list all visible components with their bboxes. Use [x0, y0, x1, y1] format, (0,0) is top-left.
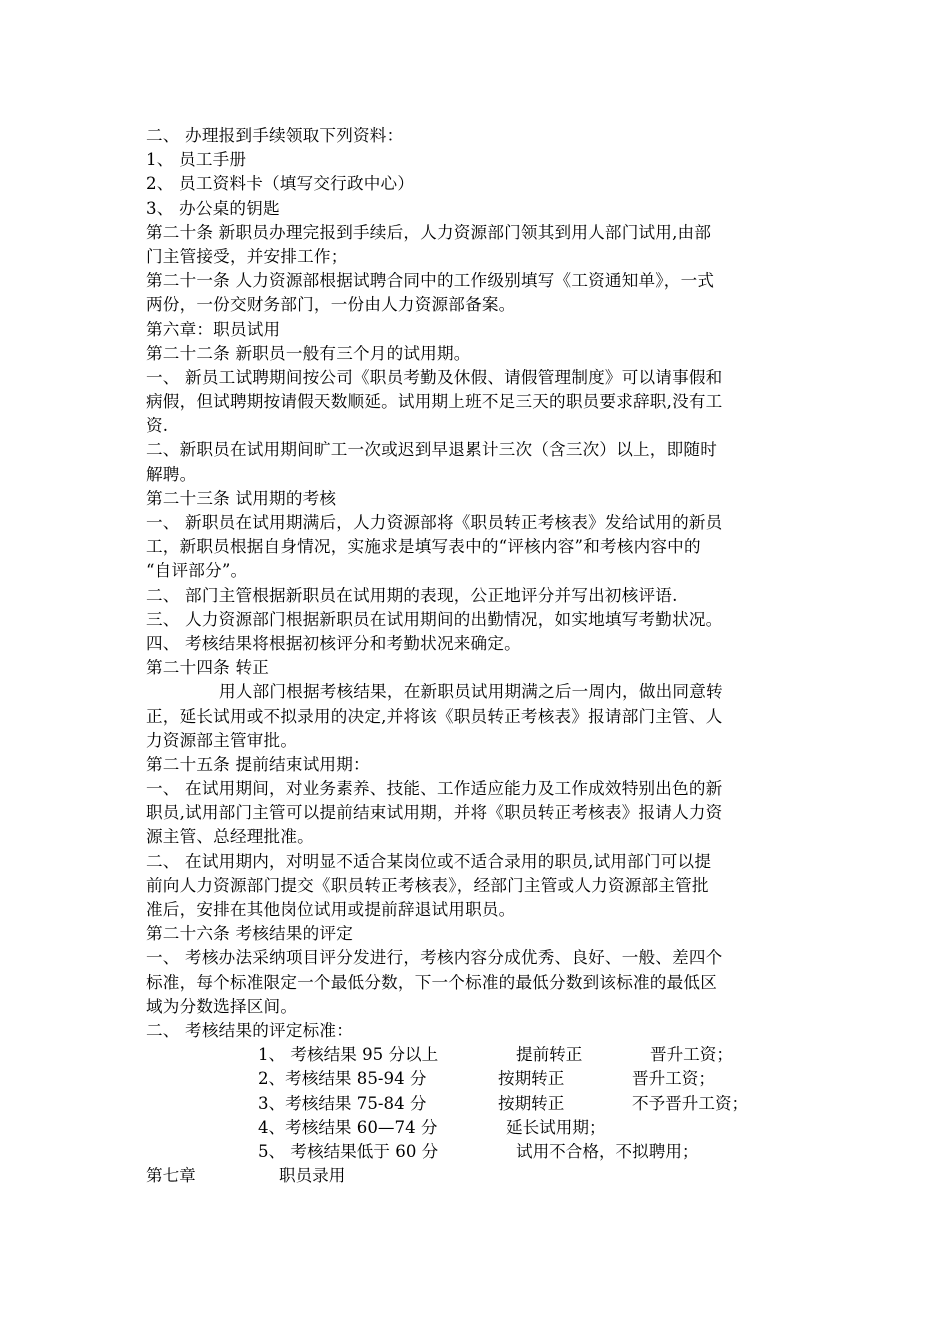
- text-line: 第二十一条 人力资源部根据试聘合同中的工作级别填写《工资通知单》，一式: [146, 271, 715, 291]
- text-line: 正，延长试用或不拟录用的决定,并将该《职员转正考核表》报请部门主管、人: [146, 706, 723, 726]
- text-line: 第二十二条 新职员一般有三个月的试用期。: [146, 343, 471, 363]
- grade-action: 按期转正: [498, 1069, 565, 1089]
- text-line: 二、新职员在试用期间旷工一次或迟到早退累计三次（含三次）以上，即随时: [146, 440, 717, 460]
- text-line: 病假，但试聘期按请假天数顺延。试用期上班不足三天的职员要求辞职,没有工: [146, 392, 723, 412]
- text-line: 两份，一份交财务部门，一份由人力资源部备案。: [146, 295, 516, 315]
- text-line: 源主管、总经理批准。: [146, 827, 314, 847]
- text-line: 工，新职员根据自身情况，实施求是填写表中的“评核内容”和考核内容中的: [146, 537, 701, 557]
- grade-score: 1、 考核结果 95 分以上: [258, 1045, 439, 1065]
- grade-row-1: [146, 1043, 806, 1067]
- text-line: 标准，每个标准限定一个最低分数，下一个标准的最低分数到该标准的最低区: [146, 972, 717, 992]
- grade-table: [146, 1043, 806, 1164]
- text-line: 二、 考核结果的评定标准：: [146, 1020, 353, 1040]
- text-line: 第二十三条 试用期的考核: [146, 488, 337, 508]
- grade-action: 试用不合格，不拟聘用；: [516, 1141, 699, 1161]
- text-line: 四、 考核结果将根据初核评分和考勤状况来确定。: [146, 633, 521, 653]
- grade-salary: 不予晋升工资；: [632, 1093, 749, 1113]
- grade-score: 2、考核结果 85-94 分: [258, 1069, 427, 1089]
- grade-row-5: [146, 1140, 806, 1164]
- text-line: 第二十五条 提前结束试用期：: [146, 754, 370, 774]
- grade-row-4: [146, 1116, 806, 1140]
- text-block-2: [146, 753, 806, 1043]
- grade-row-2: [146, 1067, 806, 1091]
- text-line: 第二十六条 考核结果的评定: [146, 924, 353, 944]
- text-line: 三、 人力资源部门根据新职员在试用期间的出勤情况，如实地填写考勤状况。: [146, 609, 723, 629]
- text-line: 资.: [146, 416, 169, 436]
- text-line: 解聘。: [146, 464, 197, 484]
- chapter-7-title: 职员录用: [279, 1166, 346, 1186]
- grade-score: 3、考核结果 75-84 分: [258, 1093, 427, 1113]
- text-line: 一、 新职员在试用期满后，人力资源部将《职员转正考核表》发给试用的新员: [146, 513, 723, 532]
- grade-salary: 晋升工资；: [632, 1069, 715, 1089]
- text-line: 一、 考核办法采纳项目评分发进行，考核内容分成优秀、良好、一般、差四个: [146, 948, 723, 968]
- text-line: 用人部门根据考核结果，在新职员试用期满之后一周内，做出同意转: [219, 682, 723, 702]
- text-line: 3、 办公桌的钥匙: [146, 198, 280, 218]
- grade-action: 延长试用期；: [506, 1117, 606, 1137]
- text-line: 职员,试用部门主管可以提前结束试用期，并将《职员转正考核表》报请人力资: [146, 803, 723, 823]
- article-24-body: [146, 680, 806, 753]
- text-line: “自评部分”。: [146, 561, 248, 581]
- text-line: 一、 新员工试聘期间按公司《职员考勤及休假、请假管理制度》可以请事假和: [146, 367, 723, 387]
- text-line: 第六章：职员试用: [146, 319, 281, 339]
- text-line: 第二十条 新职员办理完报到手续后，人力资源部门领其到用人部门试用,由部: [146, 222, 712, 242]
- text-line: 前向人力资源部门提交《职员转正考核表》，经部门主管或人力资源部主管批: [146, 875, 709, 895]
- text-line: 一、 在试用期间，对业务素养、技能、工作适应能力及工作成效特别出色的新: [146, 779, 723, 799]
- text-line: 准后，安排在其他岗位试用或提前辞退试用职员。: [146, 900, 516, 919]
- grade-action: 按期转正: [498, 1093, 565, 1113]
- chapter-7-label: 第七章: [146, 1166, 196, 1186]
- text-line: 域为分数选择区间。: [146, 996, 298, 1016]
- text-line: 二、 办理报到手续领取下列资料：: [146, 126, 404, 145]
- text-line: 力资源部主管审批。: [146, 730, 298, 750]
- grade-row-3: [146, 1092, 806, 1116]
- text-line: 2、 员工资料卡（填写交行政中心）: [146, 174, 415, 194]
- grade-score: 4、考核结果 60—74 分: [258, 1117, 438, 1137]
- text-line: 1、 员工手册: [146, 150, 247, 170]
- grade-score: 5、 考核结果低于 60 分: [258, 1141, 439, 1161]
- document-page: [146, 124, 806, 1188]
- text-line: 门主管接受，并安排工作；: [146, 246, 348, 266]
- text-line: 二、 部门主管根据新职员在试用期的表现，公正地评分并写出初核评语.: [146, 585, 678, 605]
- text-line: 第二十四条 转正: [146, 658, 270, 678]
- grade-salary: 晋升工资；: [650, 1045, 733, 1065]
- text-line: 二、 在试用期内，对明显不适合某岗位或不适合录用的职员,试用部门可以提: [146, 851, 712, 871]
- chapter-7-heading: [146, 1164, 806, 1188]
- grade-action: 提前转正: [516, 1045, 583, 1065]
- text-block-1: [146, 124, 806, 680]
